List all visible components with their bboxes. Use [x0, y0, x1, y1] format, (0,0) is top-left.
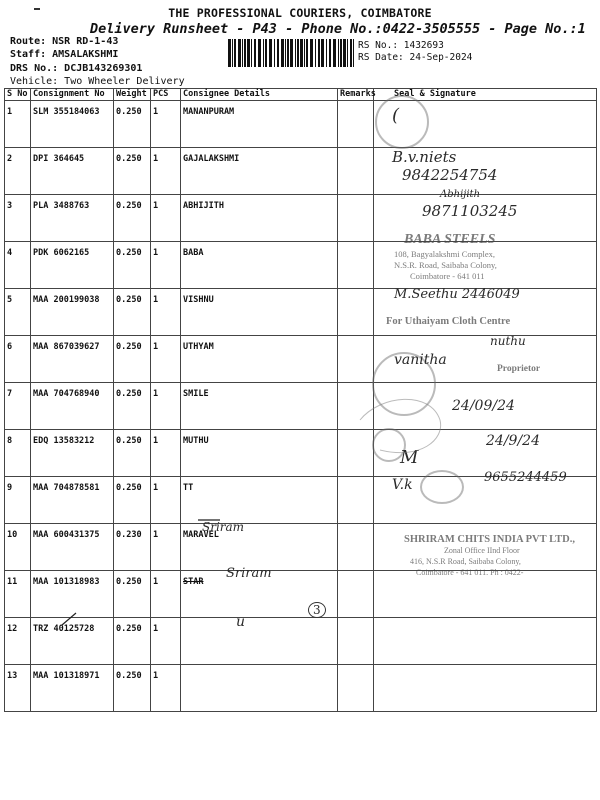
cell-sno: 2: [5, 148, 31, 195]
cell-consignment: MAA 867039627: [31, 336, 114, 383]
drs-number: DRS No.: DCJB143269301: [10, 63, 143, 74]
cell-consignment: MAA 600431375: [31, 524, 114, 571]
cell-pcs: 1: [151, 242, 181, 289]
barcode-bar: [306, 39, 308, 67]
table-row: [5, 618, 597, 665]
cell-consignee: ABHIJITH: [181, 195, 338, 242]
barcode-bar: [232, 39, 233, 67]
sig-row5: M.Seethu 2446049: [394, 287, 520, 302]
barcode-bar: [304, 39, 305, 67]
sig-row2-phone: 9842254754: [402, 166, 498, 184]
sig-row6: nuthu: [490, 334, 526, 348]
stamp-shriram-line3: Coimbatore - 641 011. Ph : 0422-: [416, 568, 524, 577]
barcode-bar: [338, 39, 339, 67]
barcode-bar: [295, 39, 296, 67]
cell-pcs: 1: [151, 148, 181, 195]
barcode-bar: [251, 39, 252, 67]
cell-consignee: [181, 665, 338, 712]
table-row: [5, 665, 597, 712]
cell-pcs: 1: [151, 524, 181, 571]
cell-pcs: 1: [151, 430, 181, 477]
cell-sno: 7: [5, 383, 31, 430]
barcode-bar: [285, 39, 286, 67]
sig-row1: (: [392, 105, 400, 126]
cell-remarks: [338, 289, 374, 336]
rs-date: RS Date: 24-Sep-2024: [358, 52, 473, 63]
barcode-bar: [281, 39, 284, 67]
cell-consignment: MAA 101318971: [31, 665, 114, 712]
cell-consignment: SLM 355184063: [31, 101, 114, 148]
cell-weight: 0.250: [114, 618, 151, 665]
company-name: THE PROFESSIONAL COURIERS, COIMBATORE: [168, 6, 432, 20]
sig-row13: u: [236, 614, 246, 630]
cell-weight: 0.250: [114, 148, 151, 195]
table-row: [5, 242, 597, 289]
cell-weight: 0.250: [114, 665, 151, 712]
barcode-bar: [274, 39, 275, 67]
stamp-uthaiyam: For Uthaiyam Cloth Centre: [386, 316, 511, 327]
cell-consignment: PLA 3488763: [31, 195, 114, 242]
cell-sno: 12: [5, 618, 31, 665]
cell-remarks: [338, 477, 374, 524]
stamp-proprietor: Proprietor: [497, 364, 541, 374]
stamp-baba-line3: Coimbatore - 641 011: [410, 271, 485, 281]
cell-consignee: GAJALAKSHMI: [181, 148, 338, 195]
table-header: [5, 89, 597, 101]
sig-row7: vanitha: [394, 352, 447, 368]
barcode-bar: [318, 39, 320, 67]
cell-consignee: SMILE: [181, 383, 338, 430]
cell-weight: 0.250: [114, 289, 151, 336]
barcode-bar: [287, 39, 289, 67]
cell-signature: [374, 618, 597, 665]
col-consignment: Consignment No: [31, 89, 114, 101]
table-row: [5, 148, 597, 195]
sig-row9: 24/9/24: [486, 433, 540, 449]
cell-consignment: TRZ 40125728: [31, 618, 114, 665]
barcode-bar: [347, 39, 348, 67]
cell-remarks: [338, 571, 374, 618]
cell-remarks: [338, 242, 374, 289]
cell-weight: 0.250: [114, 101, 151, 148]
sig-row2-name: B.v.niets: [392, 148, 457, 166]
cell-sno: 9: [5, 477, 31, 524]
barcode-bar: [310, 39, 313, 67]
stamp-baba-line1: 108, Bagyalakshmi Complex,: [394, 249, 496, 259]
seal-row1: [375, 95, 429, 149]
stamp-shriram-line2: 416, N.S.R Road, Saibaba Colony,: [410, 557, 521, 566]
barcode-bar: [234, 39, 236, 67]
barcode: [228, 39, 354, 67]
cell-pcs: 1: [151, 101, 181, 148]
cell-sno: 13: [5, 665, 31, 712]
cell-signature: [374, 571, 597, 618]
cell-remarks: [338, 430, 374, 477]
cell-sno: 1: [5, 101, 31, 148]
cell-consignee: STAR: [181, 571, 338, 618]
cell-pcs: 1: [151, 618, 181, 665]
cell-sno: 4: [5, 242, 31, 289]
sig-row11: Sriram: [202, 520, 245, 534]
cell-remarks: [338, 383, 374, 430]
sig-row3-phone: 9871103245: [422, 202, 518, 220]
cell-pcs: 1: [151, 571, 181, 618]
barcode-bar: [228, 39, 231, 67]
sig-row12: Sriram: [226, 566, 272, 581]
barcode-bar: [258, 39, 261, 67]
sig-row13-mark: 3: [308, 602, 326, 618]
cell-consignment: MAA 200199038: [31, 289, 114, 336]
col-consignee: Consignee Details: [181, 89, 338, 101]
cell-pcs: 1: [151, 383, 181, 430]
cell-pcs: 1: [151, 195, 181, 242]
sig-row8: 24/09/24: [452, 398, 515, 414]
cell-consignee: [181, 618, 338, 665]
cell-weight: 0.250: [114, 571, 151, 618]
col-remarks: Remarks: [338, 89, 374, 101]
cell-sno: 10: [5, 524, 31, 571]
cell-weight: 0.230: [114, 524, 151, 571]
barcode-bar: [343, 39, 346, 67]
barcode-bar: [265, 39, 267, 67]
route: Route: NSR RD-1-43: [10, 36, 119, 47]
stamp-baba-line2: N.S.R. Road, Saibaba Colony,: [394, 260, 497, 270]
sig-row10-mark: M: [400, 447, 419, 468]
barcode-bar: [247, 39, 250, 67]
cell-sno: 8: [5, 430, 31, 477]
cell-consignee: BABA: [181, 242, 338, 289]
cell-weight: 0.250: [114, 430, 151, 477]
table-row: [5, 101, 597, 148]
cell-pcs: 1: [151, 665, 181, 712]
cell-consignee: VISHNU: [181, 289, 338, 336]
barcode-bar: [242, 39, 243, 67]
col-sno: S No: [5, 89, 31, 101]
cell-sno: 5: [5, 289, 31, 336]
barcode-bar: [321, 39, 324, 67]
barcode-bar: [300, 39, 303, 67]
cell-pcs: 1: [151, 477, 181, 524]
staff: Staff: AMSALAKSHMI: [10, 49, 119, 60]
cell-weight: 0.250: [114, 242, 151, 289]
cell-consignee: MARAVEL: [181, 524, 338, 571]
col-pcs: PCS: [151, 89, 181, 101]
barcode-bar: [333, 39, 336, 67]
cell-signature: [374, 665, 597, 712]
cell-weight: 0.250: [114, 477, 151, 524]
cell-consignee: MANANPURAM: [181, 101, 338, 148]
runsheet-title: Delivery Runsheet - P43 - Phone No.:0422-3505555 - Page No.:1: [90, 21, 586, 37]
col-weight: Weight: [114, 89, 151, 101]
barcode-bar: [244, 39, 246, 67]
table-row: [5, 571, 597, 618]
cell-consignment: PDK 6062165: [31, 242, 114, 289]
cell-consignee: UTHYAM: [181, 336, 338, 383]
cell-remarks: [338, 195, 374, 242]
barcode-bar: [290, 39, 293, 67]
barcode-bar: [350, 39, 352, 67]
barcode-bar: [277, 39, 279, 67]
seal-row10: [420, 470, 464, 504]
col-signature: Seal & Signature: [374, 89, 597, 101]
sig-row3: Abhijith: [440, 189, 481, 200]
cell-remarks: [338, 148, 374, 195]
cell-remarks: [338, 524, 374, 571]
barcode-bar: [269, 39, 272, 67]
barcode-bar: [263, 39, 264, 67]
cell-sno: 11: [5, 571, 31, 618]
cell-pcs: 1: [151, 336, 181, 383]
cell-consignment: MAA 704878581: [31, 477, 114, 524]
barcode-bar: [353, 39, 354, 67]
cell-sno: 3: [5, 195, 31, 242]
cell-remarks: [338, 665, 374, 712]
stamp-baba-name: BABA STEELS: [404, 232, 496, 247]
cell-consignment: EDQ 13583212: [31, 430, 114, 477]
cell-consignment: DPI 364645: [31, 148, 114, 195]
barcode-bar: [329, 39, 331, 67]
barcode-bar: [254, 39, 256, 67]
barcode-bar: [297, 39, 299, 67]
cell-consignee: TT: [181, 477, 338, 524]
cell-consignment: MAA 101318983: [31, 571, 114, 618]
stamp-shriram-name: SHRIRAM CHITS INDIA PVT LTD.,: [404, 534, 575, 545]
cell-remarks: [338, 618, 374, 665]
vehicle: Vehicle: Two Wheeler Delivery: [10, 76, 185, 87]
barcode-bar: [326, 39, 327, 67]
sig-row10-phone: 9655244459: [484, 470, 567, 485]
sig-row10-sig: V.k: [392, 477, 413, 493]
barcode-bar: [238, 39, 241, 67]
cell-weight: 0.250: [114, 383, 151, 430]
cell-sno: 6: [5, 336, 31, 383]
rs-number: RS No.: 1432693: [358, 40, 444, 51]
cell-consignment: MAA 704768940: [31, 383, 114, 430]
cell-remarks: [338, 101, 374, 148]
cell-weight: 0.250: [114, 195, 151, 242]
cell-pcs: 1: [151, 289, 181, 336]
cell-remarks: [338, 336, 374, 383]
cell-weight: 0.250: [114, 336, 151, 383]
cell-consignee: MUTHU: [181, 430, 338, 477]
barcode-bar: [340, 39, 342, 67]
stamp-shriram-line1: Zonal Office IInd Floor: [444, 546, 520, 555]
barcode-bar: [315, 39, 316, 67]
